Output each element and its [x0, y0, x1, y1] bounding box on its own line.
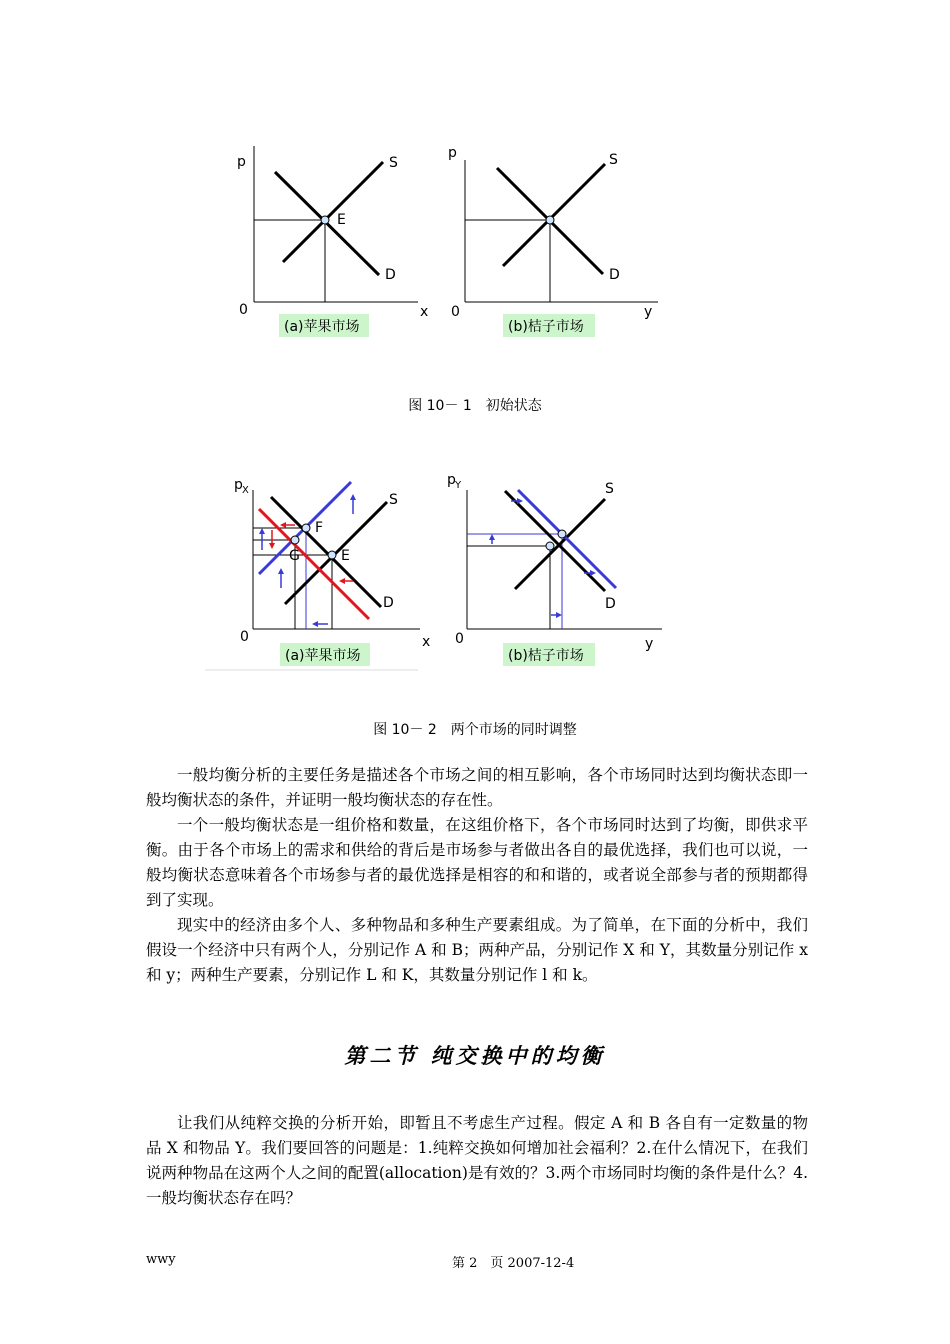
panel-label: (a)苹果市场: [284, 319, 360, 335]
equilibrium-point: [546, 542, 554, 550]
label-e: E: [337, 212, 346, 228]
label-s: S: [605, 481, 614, 497]
equilibrium-point: [321, 216, 329, 224]
paragraph: 让我们从纯粹交换的分析开始，即暂且不考虑生产过程。假定 A 和 B 各自有一定数量的物品 X 和物品 Y。我们要回答的问题是：1.纯粹交换如何增加社会福利？2.在什么情况下，在我们说两种物品在这两个人之间的配置(allocation)是有效的？3.两个市场同时均衡的条件是什么？4.一般均衡状态存在吗？: [146, 1114, 808, 1207]
point-f: [302, 524, 310, 532]
shifted-demand-curve: [259, 509, 369, 619]
equilibrium-point: [546, 216, 554, 224]
axis-label-y: y: [645, 636, 654, 652]
label-d: D: [383, 595, 394, 611]
paragraph: 一般均衡分析的主要任务是描述各个市场之间的相互影响，各个市场同时达到均衡状态即一般均衡状态的条件，并证明一般均衡状态的存在性。: [146, 766, 808, 809]
supply-curve: [283, 162, 383, 262]
axis-label-p-subscript: X: [242, 485, 249, 496]
label-g: G: [289, 548, 300, 564]
section-title: 第二节 纯交换中的均衡: [344, 1043, 606, 1068]
point-g: [291, 536, 299, 544]
label-s: S: [389, 155, 398, 171]
origin-label: 0: [451, 304, 460, 320]
figure-1-panel-b: [448, 145, 658, 337]
footer-center: 第 2 页 2007-12-4: [452, 1256, 575, 1271]
section-body-text: [146, 1111, 808, 1211]
figure-1-panel-a: [237, 146, 428, 337]
figure-2: [205, 462, 685, 672]
label-s: S: [609, 152, 618, 168]
demand-curve: [271, 497, 381, 607]
axis-label-x: x: [420, 304, 429, 320]
label-f: F: [315, 520, 324, 536]
paragraph: 一个一般均衡状态是一组价格和数量，在这组价格下，各个市场同时达到了均衡，即供求平衡。由于各个市场上的需求和供给的背后是市场参与者做出各自的最优选择，我们也可以说，一般均衡状态意味着各个市场参与者的最优选择是相容的和和谐的，或者说全部参与者的预期都得到了实现。: [146, 816, 808, 909]
origin-label: 0: [455, 631, 464, 647]
axis-label-x: x: [422, 634, 431, 650]
panel-label: (a)苹果市场: [285, 648, 361, 664]
figure-1: [213, 132, 683, 347]
paragraph: 现实中的经济由多个人、多种物品和多种生产要素组成。为了简单，在下面的分析中，我们假设一个经济中只有两个人，分别记作 A 和 B；两种产品，分别记作 X 和 Y，其数量分别记作 x 和 y；两种生产要素，分别记作 L 和 K，其数量分别记作 l 和 k。: [146, 916, 808, 984]
label-d: D: [609, 267, 620, 283]
panel-label: (b)桔子市场: [508, 319, 584, 335]
figure-1-caption: 图 10－ 1 初始状态: [408, 398, 542, 414]
footer-left: wwy: [146, 1252, 176, 1267]
axis-label-y: y: [644, 304, 653, 320]
body-text: [146, 763, 808, 988]
origin-label: 0: [240, 629, 249, 645]
axis-label-p-subscript: Y: [455, 480, 462, 491]
axis-label-p: p: [447, 472, 456, 488]
axis-label-p: p: [237, 154, 246, 170]
axis-label-p: p: [234, 477, 243, 493]
supply-curve: [503, 164, 605, 266]
label-e: E: [341, 548, 350, 564]
origin-label: 0: [239, 302, 248, 318]
panel-label: (b)桔子市场: [508, 648, 584, 664]
point-e: [328, 551, 336, 559]
new-equilibrium-point: [558, 530, 566, 538]
figure-2-panel-b: [447, 472, 662, 666]
figure-2-caption: 图 10－ 2 两个市场的同时调整: [373, 722, 577, 738]
label-d: D: [605, 596, 616, 612]
label-s: S: [389, 492, 398, 508]
figure-2-panel-a: [205, 477, 430, 670]
axis-label-p: p: [448, 145, 457, 161]
label-d: D: [385, 267, 396, 283]
